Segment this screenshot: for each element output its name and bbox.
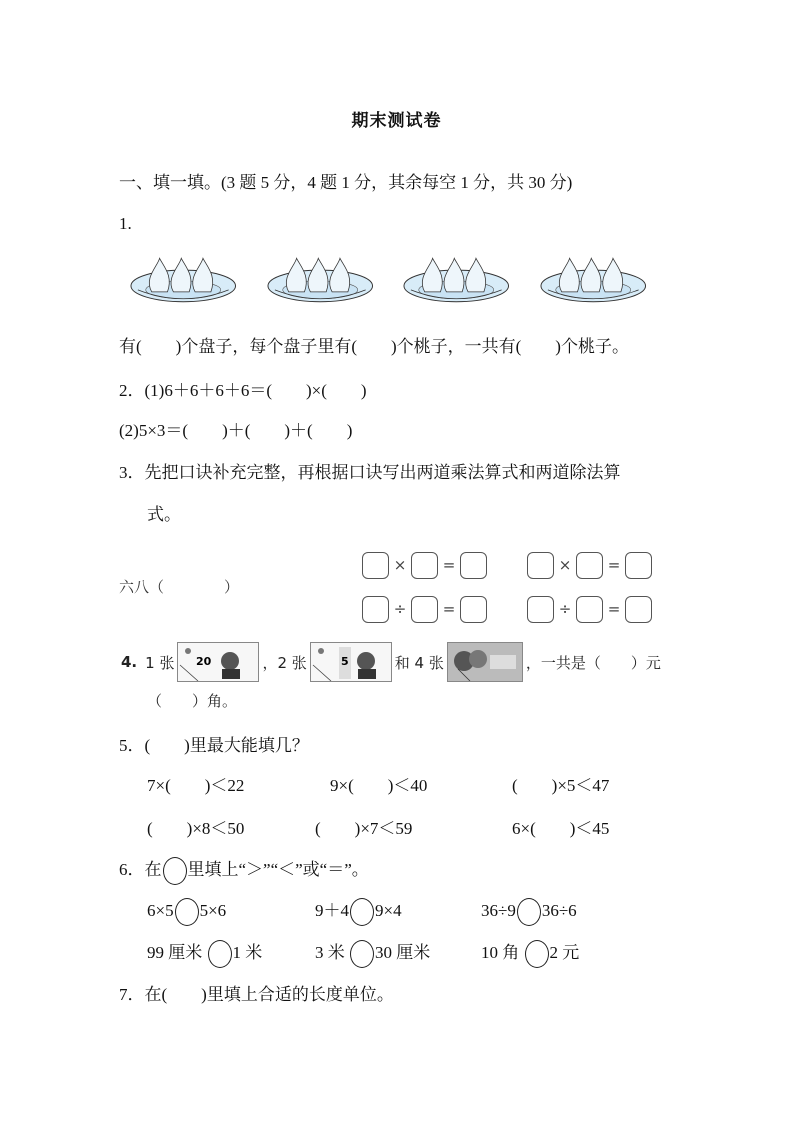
q4-text: 1 张 (145, 653, 175, 672)
q2-part2: (2)5×3＝( )＋( )＋( ) (119, 421, 353, 440)
q6-heading-post: 里填上“＞”“＜”或“＝”。 (187, 859, 369, 879)
svg-text:5: 5 (340, 655, 349, 668)
answer-box[interactable] (411, 552, 438, 579)
answer-box[interactable] (460, 596, 487, 623)
q4-line1 (121, 642, 661, 682)
answer-box[interactable] (362, 596, 389, 623)
q6-item (315, 940, 430, 968)
q7-heading: 7．在( )里填上合适的长度单位。 (119, 985, 394, 1004)
q6-right: 5×6 (199, 900, 227, 920)
q6-right: 1 米 (232, 942, 263, 962)
q6-item (481, 898, 577, 926)
q6-item (147, 940, 262, 968)
q2-part1: 2．(1)6＋6＋6＋6＝( )×( ) (119, 381, 367, 400)
q3-instruction-line2: 式。 (147, 505, 181, 524)
q5-heading: 5．( )里最大能填几？ (119, 736, 309, 755)
q6-left: 10 角 (481, 942, 520, 962)
division-row (362, 593, 652, 625)
banknote-20-yuan-icon (177, 642, 259, 682)
q4-line2: （ ）角。 (147, 692, 238, 710)
plate-with-peaches-icon (265, 252, 376, 308)
compare-circle-input[interactable] (350, 898, 374, 926)
q5-item: ( )×5＜47 (512, 776, 610, 795)
q4-text: ，一共是（ ）元 (525, 653, 661, 672)
q6-right: 30 厘米 (375, 942, 431, 962)
q4-text: 和 4 张 (394, 653, 444, 672)
compare-circle-input[interactable] (208, 940, 232, 968)
plates-illustration (128, 252, 648, 310)
answer-box[interactable] (460, 552, 487, 579)
compare-circle-input[interactable] (175, 898, 199, 926)
q6-right: 2 元 (549, 942, 580, 962)
q6-item (481, 940, 579, 968)
banknote-5-jiao-icon (447, 642, 523, 682)
q4-number: 4. (121, 653, 138, 671)
svg-text:20: 20 (196, 655, 212, 668)
circle-blank-icon (163, 857, 187, 885)
answer-box[interactable] (527, 596, 554, 623)
q6-left: 6×5 (147, 900, 174, 920)
multiplication-row (362, 549, 652, 581)
multiply-sign: × (558, 556, 572, 574)
plate-with-peaches-icon (128, 252, 239, 308)
q6-right: 36÷6 (541, 900, 577, 920)
q6-item (147, 898, 226, 926)
compare-circle-input[interactable] (517, 898, 541, 926)
q6-heading-pre: 6．在 (119, 859, 162, 879)
equals-sign: = (607, 600, 621, 618)
q4-text: ，2 张 (262, 653, 307, 672)
q6-item (315, 898, 402, 926)
q1-sentence: 有( )个盘子，每个盘子里有( )个桃子，一共有( )个桃子。 (119, 337, 629, 356)
q1-number: 1. (119, 214, 132, 233)
equals-sign: = (442, 556, 456, 574)
compare-circle-input[interactable] (525, 940, 549, 968)
answer-box[interactable] (362, 552, 389, 579)
answer-box[interactable] (411, 596, 438, 623)
section-heading: 一、填一填。(3 题 5 分，4 题 1 分，其余每空 1 分，共 30 分) (119, 173, 573, 192)
divide-sign: ÷ (558, 600, 572, 618)
q6-heading (119, 857, 369, 885)
q6-left: 9＋4 (315, 900, 349, 920)
q3-rhyme: 六八（ ） (119, 578, 240, 596)
q5-item: 6×( )＜45 (512, 819, 610, 838)
answer-box[interactable] (625, 552, 652, 579)
compare-circle-input[interactable] (350, 940, 374, 968)
page-title: 期末测试卷 (351, 111, 442, 131)
answer-box[interactable] (576, 552, 603, 579)
divide-sign: ÷ (393, 600, 407, 618)
plate-with-peaches-icon (401, 252, 512, 308)
equals-sign: = (607, 556, 621, 574)
q6-left: 99 厘米 (147, 942, 203, 962)
q6-left: 3 米 (315, 942, 345, 962)
equals-sign: = (442, 600, 456, 618)
answer-box[interactable] (576, 596, 603, 623)
q5-item: 9×( )＜40 (330, 776, 428, 795)
banknote-5-yuan-icon (310, 642, 392, 682)
q6-right: 9×4 (375, 900, 402, 920)
q5-item: 7×( )＜22 (147, 776, 245, 795)
q5-item: ( )×7＜59 (315, 819, 413, 838)
q6-left: 36÷9 (481, 900, 516, 920)
multiply-sign: × (393, 556, 407, 574)
plate-with-peaches-icon (538, 252, 649, 308)
q5-item: ( )×8＜50 (147, 819, 245, 838)
q3-instruction-line1: 3．先把口诀补充完整，再根据口诀写出两道乘法算式和两道除法算 (119, 463, 621, 482)
answer-box[interactable] (527, 552, 554, 579)
q3-equation-grid (362, 549, 652, 637)
answer-box[interactable] (625, 596, 652, 623)
